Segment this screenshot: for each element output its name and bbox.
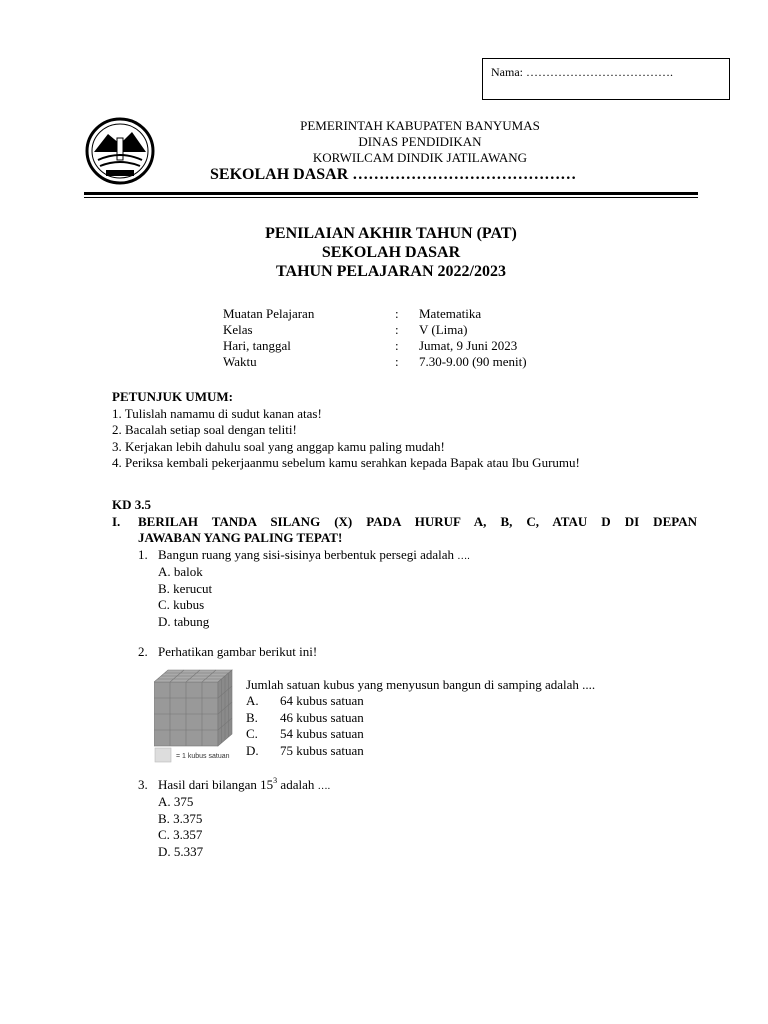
q2-option[interactable] xyxy=(246,743,364,760)
q1-question: Bangun ruang yang sisi-sisinya berbentuk persegi adalah xyxy=(158,547,455,562)
q3-option[interactable]: C. 3.357 xyxy=(158,827,203,842)
info-row: Hari, tanggal : Jumat, 9 Juni 2023 xyxy=(223,338,518,353)
q2-option-letter: B. xyxy=(246,709,258,725)
q3-question: Hasil dari bilangan 15 xyxy=(158,777,274,792)
letterhead xyxy=(140,118,700,166)
info-value: Matematika xyxy=(419,306,482,321)
info-row: Waktu : 7.30-9.00 (90 menit) xyxy=(223,354,527,369)
q3-option[interactable]: B. 3.375 xyxy=(158,810,203,826)
q3-option[interactable]: D. 5.337 xyxy=(158,843,204,859)
info-row: Kelas : V (Lima) xyxy=(223,322,468,337)
instruction-item: 2. Bacalah setiap soal dengan teliti! xyxy=(112,422,297,437)
info-label: Kelas xyxy=(223,322,253,337)
q1-option[interactable]: D. tabung xyxy=(158,613,210,629)
section-instruction-line-1: BERILAH TANDA SILANG (X) PADA HURUF A, B, C, ATAU D DI DEPAN xyxy=(138,514,697,529)
section-roman: I. xyxy=(112,514,121,529)
q2-option[interactable] xyxy=(246,693,364,710)
title-line-2: SEKOLAH DASAR xyxy=(321,244,461,261)
q2-option-letter: C. xyxy=(246,726,258,741)
header-line-1: PEMERINTAH KABUPATEN BANYUMAS xyxy=(300,118,540,133)
q1-number: 1. xyxy=(138,547,148,562)
q3-option[interactable]: A. 375 xyxy=(158,794,194,809)
q2-text: Perhatikan gambar berikut ini! xyxy=(158,644,318,659)
q1-text xyxy=(158,547,470,566)
q3-question-end: adalah xyxy=(277,777,315,792)
title-line-1: PENILAIAN AKHIR TAHUN (PAT) xyxy=(265,225,517,242)
exam-title xyxy=(84,224,698,281)
q2-option-text: 64 kubus satuan xyxy=(280,693,364,708)
q2-option-text: 46 kubus satuan xyxy=(280,709,364,725)
info-label: Waktu xyxy=(223,354,257,369)
instruction-item: 4. Periksa kembali pekerjaanmu sebelum kamu serahkan kepada Bapak atau Ibu Gurumu! xyxy=(112,455,580,470)
q2-prompt: Jumlah satuan kubus yang menyusun bangun di samping adalah .... xyxy=(246,677,596,692)
name-box[interactable] xyxy=(482,58,730,100)
q1-option[interactable]: A. balok xyxy=(158,564,203,579)
title-line-3: TAHUN PELAJARAN 2022/2023 xyxy=(276,263,506,280)
exam-info xyxy=(223,306,527,370)
q2-option-text: 75 kubus satuan xyxy=(280,742,364,758)
q3-number: 3. xyxy=(138,777,148,792)
instruction-item: 1. Tulislah namamu di sudut kanan atas! xyxy=(112,405,322,421)
name-label: Nama: ………………………………. xyxy=(491,65,673,79)
q2-option-text: 54 kubus satuan xyxy=(280,726,364,741)
cube-stack-image xyxy=(154,668,238,764)
q2-option-letter: A. xyxy=(246,693,259,708)
info-row: Muatan Pelajaran : Matematika xyxy=(223,306,482,321)
q2-option[interactable] xyxy=(246,710,364,727)
info-value: Jumat, 9 Juni 2023 xyxy=(419,338,518,353)
unit-cube-caption: = 1 kubus satuan xyxy=(176,753,230,760)
q3-exponent: 3 xyxy=(273,776,278,785)
info-label: Muatan Pelajaran xyxy=(223,306,315,321)
q1-dots: …. xyxy=(457,551,470,562)
instruction-item: 3. Kerjakan lebih dahulu soal yang anggap kamu paling mudah! xyxy=(112,438,445,454)
q1-options xyxy=(158,564,212,630)
instructions-heading: PETUNJUK UMUM: xyxy=(112,389,233,404)
info-value: V (Lima) xyxy=(419,322,468,337)
q2-option-letter: D. xyxy=(246,742,259,758)
q3-dots: …. xyxy=(317,781,331,792)
info-label: Hari, tanggal xyxy=(223,338,291,353)
kd-label: KD 3.5 xyxy=(112,497,151,512)
q3-options xyxy=(158,794,203,860)
q2-options xyxy=(246,693,364,759)
general-instructions xyxy=(112,389,580,472)
header-rule-thick xyxy=(84,192,698,195)
q1-option[interactable]: B. kerucut xyxy=(158,580,213,596)
q2-number: 2. xyxy=(138,644,148,659)
header-line-2: DINAS PENDIDIKAN xyxy=(358,134,482,149)
q3-text xyxy=(158,777,330,796)
section-instruction-line-2: JAWABAN YANG PALING TEPAT! xyxy=(138,530,343,545)
header-line-3: KORWILCAM DINDIK JATILAWANG xyxy=(312,150,528,165)
info-value: 7.30-9.00 (90 menit) xyxy=(419,354,527,369)
header-rule-thin xyxy=(84,197,698,198)
q1-option[interactable]: C. kubus xyxy=(158,597,205,612)
q2-option[interactable] xyxy=(246,726,364,743)
school-name: SEKOLAH DASAR …………………………………… xyxy=(210,166,577,183)
